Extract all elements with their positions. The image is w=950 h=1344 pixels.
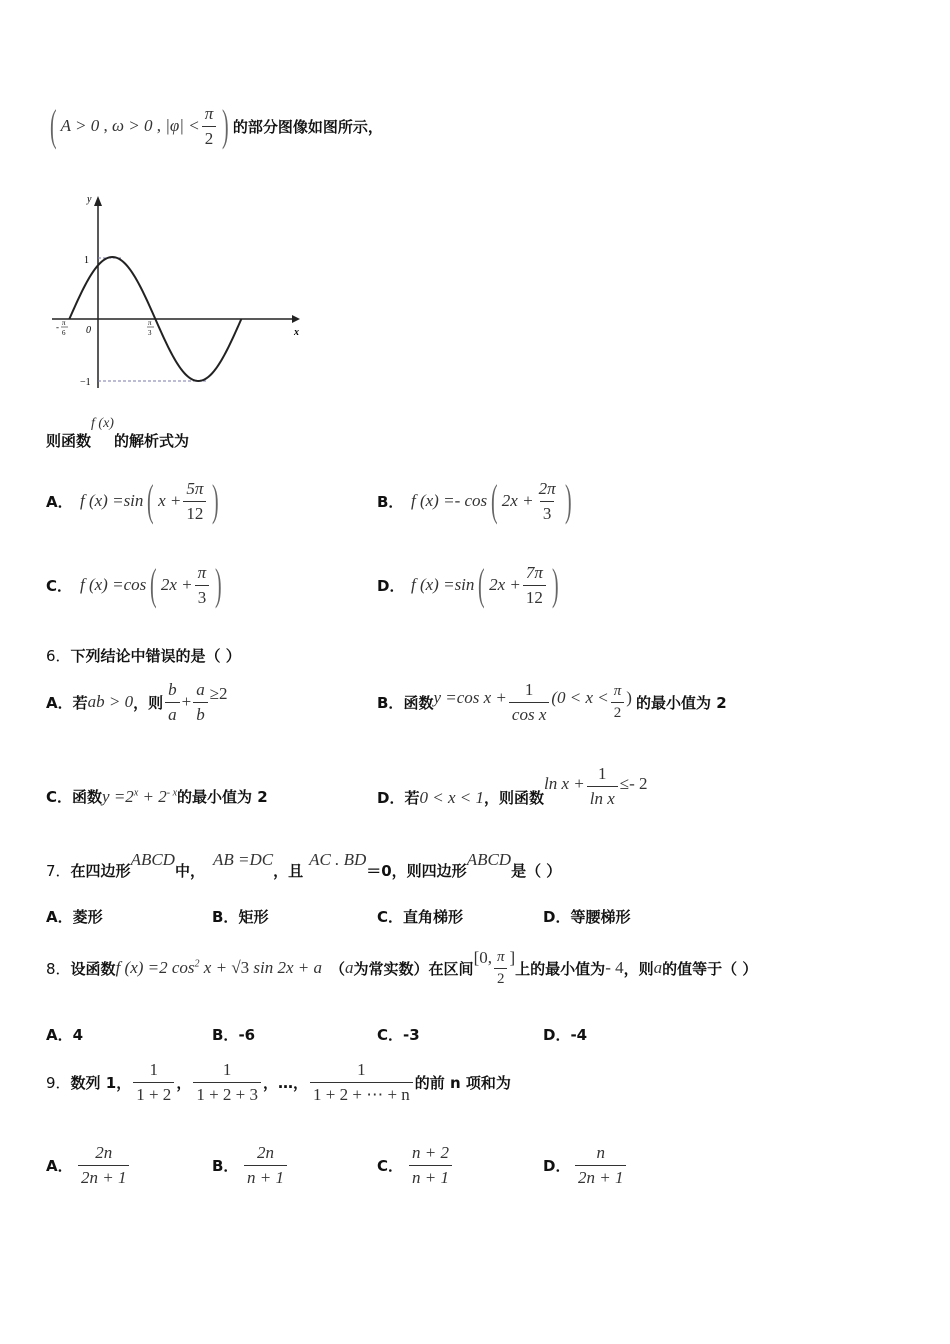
q8-option-b[interactable]: B．-6 bbox=[212, 1026, 256, 1044]
q8-option-c[interactable]: C．-3 bbox=[377, 1026, 420, 1044]
x-tick-right-den: 3 bbox=[148, 329, 152, 337]
origin-label: 0 bbox=[86, 325, 91, 336]
q9-option-c[interactable]: C． $\frac{n + 2}{n + 1}$ bbox=[377, 1140, 454, 1190]
q5-option-c[interactable]: C． f (x) =cos ( 2x + $\frac{\pi}{3}$ ) bbox=[46, 560, 222, 609]
x-tick-left-sign: - bbox=[56, 322, 59, 332]
q9-option-a[interactable]: A． $\frac{2n}{2n + 1}$ bbox=[46, 1140, 131, 1190]
right-paren: ) bbox=[222, 101, 229, 150]
intro-line: ( A > 0 , ω > 0 , |φ| < $\frac{\pi}{2}$ ) 的部分图像如图所示， bbox=[50, 101, 383, 150]
intro-text: 的部分图像如图所示， bbox=[232, 117, 383, 136]
q7-stem: 7． 在四边形 ABCD 中， AB =DC ，且 AC . BD ＝0，则四边形 ABCD 是（ ） bbox=[46, 850, 562, 880]
y-axis-label: y bbox=[87, 194, 92, 205]
q5-option-d[interactable]: D． f (x) =sin ( 2x + $\frac{7\pi}{12}$ ) bbox=[377, 560, 559, 609]
q6-option-c[interactable]: C． 函数 $y =2^x + 2^{- x}$ 的最小值为 2 bbox=[46, 786, 268, 806]
q7-option-b[interactable]: B．矩形 bbox=[212, 908, 269, 926]
q6-stem: 6．下列结论中错误的是（ ） bbox=[46, 647, 241, 665]
q6-option-a[interactable]: A． 若 ab > 0 ，则 $\frac{b}{a}$ + $\frac{a}{b}$ ≥2 bbox=[46, 679, 228, 724]
pi-over-2: $\frac{\pi}{2}$ bbox=[202, 104, 217, 149]
sine-graph bbox=[40, 188, 310, 398]
q9-option-b[interactable]: B． $\frac{2n}{n + 1}$ bbox=[212, 1140, 289, 1190]
q7-option-c[interactable]: C．直角梯形 bbox=[377, 908, 464, 926]
x-tick-left-num: π bbox=[62, 319, 66, 327]
stem-fx: f (x) bbox=[91, 416, 114, 431]
y-tick-neg1: −1 bbox=[80, 377, 91, 388]
q7-option-a[interactable]: A．菱形 bbox=[46, 908, 103, 926]
q6-option-b[interactable]: B． 函数 y =cos x + $\frac{1}{\text{cos x}}$ (0 < x < $\frac{\pi}{2}$ ) 的最小值为 2 bbox=[377, 679, 727, 724]
x-axis-label: x bbox=[294, 327, 299, 338]
q6-option-d[interactable]: D． 若 0 < x < 1 ，则函数 ln x + $\frac{1}{\text{ln x}}$ ≤- 2 bbox=[377, 763, 648, 808]
condition-phi: |φ| < bbox=[165, 116, 200, 135]
q8-stem: 8． 设函数 f (x) =2 $\cos^2 x + √3$ sin 2x + a （ a 为常实数）在区间 [0, $\frac{\pi}{2}$ ] 上的最小值为 - 4 ，则 a 的值等于（ ） bbox=[46, 948, 758, 987]
x-axis-arrow bbox=[292, 315, 300, 323]
q5-option-b[interactable]: B． f (x) =- cos ( 2x + $\frac{2\pi}{3}$ ) bbox=[377, 476, 572, 525]
condition-omega: ω > 0 bbox=[111, 116, 153, 135]
q8-option-d[interactable]: D．-4 bbox=[543, 1026, 588, 1044]
q9-option-d[interactable]: D． $\frac{n}{2n + 1}$ bbox=[543, 1140, 628, 1190]
x-tick-left-den: 6 bbox=[62, 329, 66, 337]
left-paren: ( bbox=[50, 101, 57, 150]
q8-option-a[interactable]: A．4 bbox=[46, 1026, 84, 1044]
y-axis-arrow bbox=[94, 196, 102, 206]
q9-stem: 9． 数列 1， $\frac{1}{1 + 2}$ ， $\frac{1}{1 + 2 + 3}$ ，…， $\frac{1}{1 + 2 + \cdots + n}$ 的前 n 项和为 bbox=[46, 1059, 511, 1104]
condition-a: A > 0 bbox=[60, 116, 100, 135]
x-tick-right-num: π bbox=[148, 319, 152, 327]
q7-option-d[interactable]: D．等腰梯形 bbox=[543, 908, 631, 926]
y-tick-1: 1 bbox=[84, 255, 89, 266]
q5-option-a[interactable]: A． f (x) =sin ( x + $\frac{5\pi}{12}$ ) bbox=[46, 476, 220, 525]
q5-stem: 则函数 f (x) 的解析式为 bbox=[46, 416, 189, 450]
